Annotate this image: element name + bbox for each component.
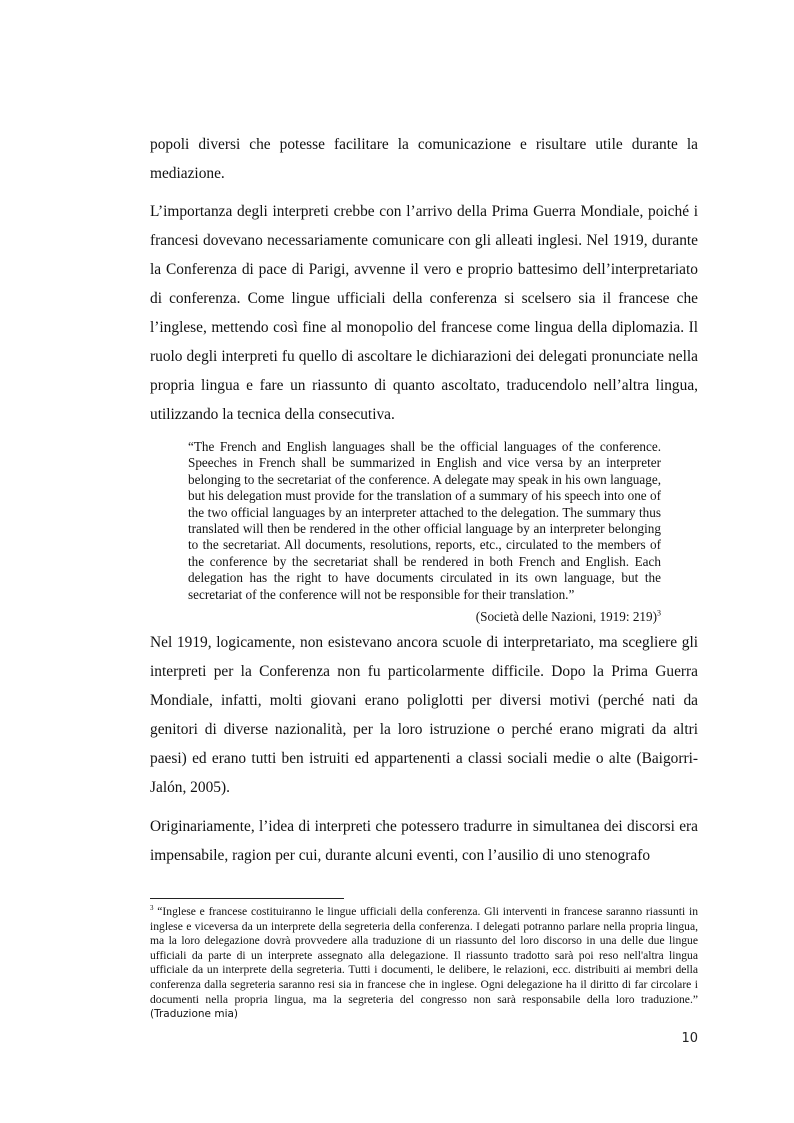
quote-citation — [150, 609, 661, 625]
block-quote: “The French and English languages shall be the official languages of the conference. Speeches in French shall be summarized in English and vice versa by an interpreter belonging to the secretariat of the conference. A delegate may speak in his own language, but his delegation must provide for the translation of a summary of his speech into one of the two official languages by an interpreter attached to the delegation. The summary thus translated will then be rendered in the other official language by an interpreter belonging to the secretariat. All documents, resolutions, reports, etc., circulated to the members of the conference by the secretariat shall be rendered in both French and English. Each delegation has the right to have documents circulated in its own language, but the secretariat of the conference will not be responsible for their translation.” — [188, 439, 661, 602]
footnote-text: “Inglese e francese costituiranno le lingue ufficiali della conferenza. Gli interventi in francese saranno riassunti in inglese e viceversa da un interprete della segreteria della conferenza. I delegati potranno parlare nella propria lingua, ma la loro delegazione dovrà provvedere alla traduzione di un riassunto del loro discorso in una delle due lingue ufficiali da parte di un interprete assegnato alla delegazione. Il riassunto tradotto sarà poi reso nell'altra lingua ufficiale da un interprete della segreteria. Tutti i documenti, le delibere, le relazioni, ecc. distribuiti ai membri della conferenza dalla segreteria saranno resi sia in francese che in inglese. Ogni delegazione ha il diritto di far circolare i documenti nella propria lingua, ma la segreteria del congresso non sarà responsabile della loro traduzione.” — [150, 905, 698, 1006]
paragraph-intro: popoli diversi che potesse facilitare la comunicazione e risultare utile durante la mediazione. — [150, 136, 698, 182]
page-number: 10 — [681, 1031, 698, 1046]
paragraph-simultaneous: Originariamente, l’idea di interpreti che potessero tradurre in simultanea dei discorsi era impensabile, ragion per cui, durante alcuni eventi, con l’ausilio di uno stenografo — [150, 818, 698, 865]
paragraph-interpreters-1919: Nel 1919, logicamente, non esistevano ancora scuole di interpretariato, ma scegliere gli interpreti per la Conferenza non fu particolarmente difficile. Dopo la Prima Guerra Mondiale, infatti, molti giovani erano poliglotti per diversi motivi (perché nati da genitori di diverse nazionalità, per la loro istruzione o perché erano migrati da altri paesi) ed erano tutti ben istruiti ed appartenenti a classi sociali medie o alte (Baigorri-Jalón, 2005). — [150, 634, 698, 797]
footnote-marker: 3 — [150, 904, 154, 913]
paragraph-first-world-war: L’importanza degli interpreti crebbe con l’arrivo della Prima Guerra Mondiale, poiché i francesi dovevano necessariamente comunicare con gli alleati inglesi. Nel 1919, durante la Conferenza di pace di Parigi, avvenne il vero e proprio battesimo dell’interpretariato di conferenza. Come lingue ufficiali della conferenza si scelsero sia il francese che l’inglese, mettendo così fine al monopolio del francese come lingua della diplomazia. Il ruolo degli interpreti fu quello di ascoltare le dichiarazioni dei delegati pronunciate nella propria lingua e fare un riassunto di quanto ascoltato, traducendolo nell’altra lingua, utilizzando la tecnica della consecutiva. — [150, 203, 698, 423]
footnote-separator — [150, 898, 344, 899]
footnote-translation-tag: (Traduzione mia) — [150, 1008, 239, 1021]
footnote — [150, 905, 698, 1022]
page-body — [150, 130, 698, 870]
citation-text: (Società delle Nazioni, 1919: 219) — [475, 609, 657, 625]
footnote-ref: 3 — [657, 608, 661, 618]
